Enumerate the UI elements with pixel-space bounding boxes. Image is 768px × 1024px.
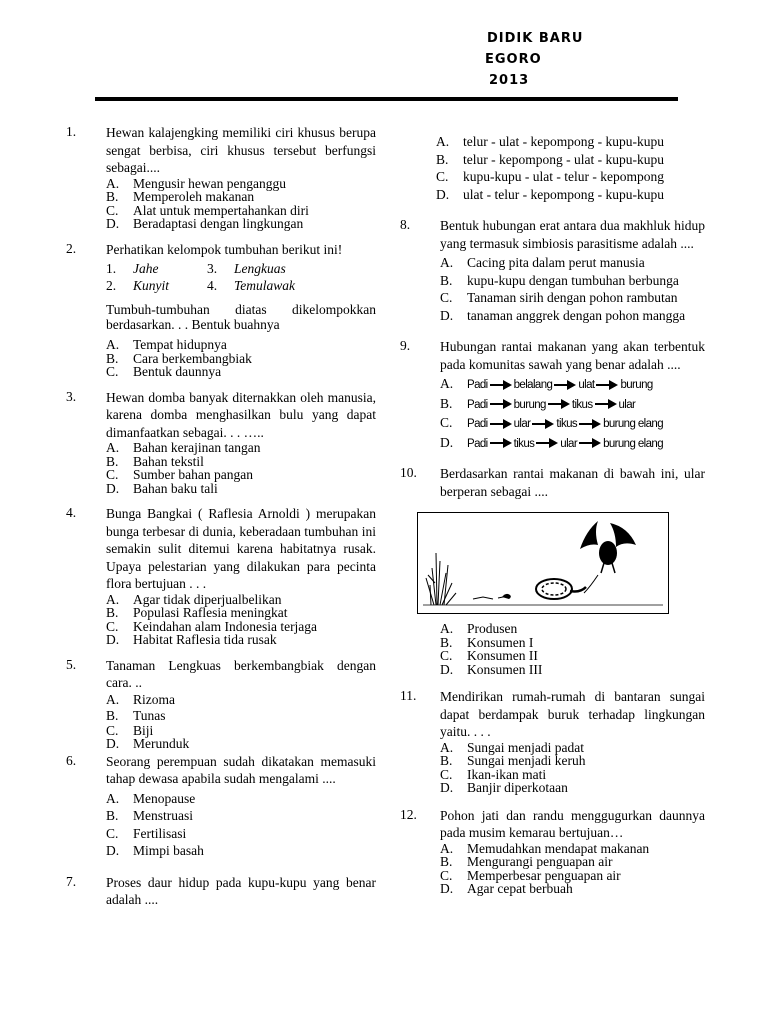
options	[440, 254, 705, 324]
question-4	[66, 505, 376, 647]
question-stem: Seorang perempuan sudah dikatakan memasuki tahap dewasa apabila sudah mengalami ....	[106, 753, 376, 786]
header-line-2: EGORO	[485, 52, 542, 67]
option-a[interactable]: A. Sungai menjadi padat	[440, 739, 584, 755]
question-stem: Proses daur hidup pada kupu-kupu yang benar adalah ....	[106, 874, 376, 907]
plant-list: 1. Jahe 3. Lengkuas 2. Kunyit 4. Temulawak	[106, 260, 376, 294]
right-arrow-icon	[490, 419, 512, 429]
question-11	[400, 688, 705, 795]
food-chain-figure	[417, 512, 669, 614]
option-d[interactable]: D. Banjir diperkotaan	[440, 780, 568, 795]
question-6	[66, 753, 376, 860]
question-5	[66, 657, 376, 751]
question-stem: Perhatikan kelompok tumbuhan berikut ini!	[106, 241, 343, 257]
plant-name: Kunyit	[133, 278, 169, 293]
options	[440, 741, 705, 795]
option-b[interactable]: B. Sungai menjadi keruh	[440, 753, 586, 768]
option-d[interactable]: D. tanaman anggrek dengan pohon mangga	[440, 307, 686, 323]
question-stem: Bentuk hubungan erat antara dua makhluk hidup yang termasuk simbiosis parasitisme adalah ....	[440, 218, 705, 251]
option-c[interactable]: C. Memperbesar penguapan air	[440, 867, 621, 883]
question-number: 5.	[66, 656, 77, 672]
question-7-options	[400, 133, 705, 203]
right-arrow-icon	[579, 438, 601, 448]
option-d[interactable]: D. Agar cepat berbuah	[440, 881, 573, 896]
question-3	[66, 389, 376, 496]
option-a[interactable]: A. Agar tidak diperjualbelikan	[106, 591, 282, 607]
option-d[interactable]: D. ulat - telur - kepompong - kupu-kupu	[436, 186, 664, 202]
option-c[interactable]: C. Biji	[106, 722, 154, 738]
question-number: 8.	[400, 217, 411, 232]
options	[106, 177, 376, 231]
option-b[interactable]: B. Mengurangi penguapan air	[440, 854, 613, 869]
option-c[interactable]: C. Keindahan alam Indonesia terjaga	[106, 618, 318, 634]
option-c[interactable]: C. Padi ular tikus burung elang	[440, 415, 664, 430]
grass-icon	[426, 553, 456, 605]
option-b[interactable]: B. Memperoleh makanan	[106, 189, 255, 204]
question-12	[400, 807, 705, 896]
option-b[interactable]: B. Tunas	[106, 707, 166, 723]
question-10	[400, 465, 705, 676]
options	[106, 593, 376, 647]
question-number: 9.	[400, 338, 411, 353]
option-c[interactable]: C. Konsumen II	[440, 648, 538, 663]
plant-name: Jahe	[133, 261, 159, 276]
food-chain: Padi burung tikus ular	[467, 398, 636, 411]
options	[106, 338, 376, 379]
right-arrow-icon	[536, 438, 558, 448]
question-number: 10.	[400, 465, 417, 480]
question-stem: Berdasarkan rantai makanan di bawah ini, ular berperan sebagai ....	[440, 466, 705, 499]
option-d[interactable]: D. Merunduk	[106, 736, 190, 751]
question-stem-2: Tumbuh-tumbuhan diatas dikelompokkan berdasarkan. . . Bentuk buahnya	[106, 302, 376, 332]
option-b[interactable]: B. Konsumen I	[440, 634, 534, 650]
option-b[interactable]: B. kupu-kupu dengan tumbuhan berbunga	[440, 272, 679, 288]
question-stem: Mendirikan rumah-rumah di bantaran sungai dapat berdampak buruk terhadap lingkungan yaitu. . . .	[440, 689, 705, 739]
option-d[interactable]: D. Konsumen III	[440, 661, 543, 677]
rat-icon	[473, 594, 511, 599]
option-b[interactable]: B. telur - kepompong - ulat - kupu-kupu	[436, 151, 664, 167]
option-a[interactable]: A. Rizoma	[106, 691, 175, 707]
food-chain: Padi tikus ular burung elang	[467, 437, 664, 450]
question-number: 2.	[66, 240, 77, 256]
question-stem: Pohon jati dan randu menggugurkan daunnya pada musim kemarau bertujuan…	[440, 807, 705, 840]
question-stem: Hewan kalajengking memiliki ciri khusus berupa sengat berbisa, ciri khusus tersebut berfungsi sebagai....	[106, 125, 376, 175]
option-a[interactable]: A. Produsen	[440, 621, 518, 636]
grass-rat-snake-eagle-illustration	[418, 513, 667, 612]
header-rule	[95, 97, 678, 101]
options	[436, 133, 705, 203]
question-number: 1.	[66, 124, 77, 139]
food-chain: Padi belalang ulat burung	[467, 379, 653, 391]
option-b[interactable]: B. Menstruasi	[106, 808, 193, 823]
option-a[interactable]: A. telur - ulat - kepompong - kupu-kupu	[436, 134, 664, 149]
header	[487, 28, 583, 91]
question-number: 7.	[66, 873, 77, 889]
option-c[interactable]: C. Sumber bahan pangan	[106, 467, 253, 482]
option-c[interactable]: C. Alat untuk mempertahankan diri	[106, 202, 309, 218]
option-c[interactable]: C. Bentuk daunnya	[106, 364, 222, 379]
question-stem: Hewan domba banyak diternakkan oleh manusia, karena domba menghasilkan bulu yang dapat dimanfaatkan sebagai. . . …..	[106, 389, 376, 440]
option-a[interactable]: A. Menopause	[106, 790, 196, 806]
plant-name: Temulawak	[234, 278, 296, 293]
right-arrow-icon	[490, 438, 512, 448]
plant-name: Lengkuas	[234, 261, 286, 276]
option-a[interactable]: A. Tempat hidupnya	[106, 337, 227, 352]
question-stem: Hubungan rantai makanan yang akan terbentuk pada komunitas sawah yang benar adalah ....	[440, 339, 705, 372]
option-d[interactable]: D. Mimpi basah	[106, 843, 204, 858]
question-1	[66, 124, 376, 231]
question-stem: Tanaman Lengkuas berkembangbiak dengan cara. ..	[106, 657, 376, 690]
eagle-icon	[580, 521, 636, 593]
right-arrow-icon	[490, 380, 512, 390]
question-number: 4.	[66, 505, 77, 520]
option-a[interactable]: A. Bahan kerajinan tangan	[106, 440, 261, 455]
right-arrow-icon	[579, 419, 601, 429]
right-column	[400, 133, 705, 896]
option-d[interactable]: D. Padi tikus ular burung elang	[440, 434, 664, 450]
option-b[interactable]: B. Bahan tekstil	[106, 453, 204, 469]
right-arrow-icon	[548, 399, 570, 409]
right-arrow-icon	[596, 380, 618, 390]
option-d[interactable]: D. Habitat Raflesia tida rusak	[106, 632, 277, 647]
question-number: 6.	[66, 752, 77, 768]
options	[106, 790, 376, 860]
question-number: 3.	[66, 388, 77, 404]
options	[106, 692, 376, 751]
option-b[interactable]: B. Padi burung tikus ular	[440, 395, 636, 411]
question-9	[400, 338, 705, 453]
left-column	[66, 124, 376, 909]
options	[440, 375, 705, 453]
snake-icon	[536, 579, 586, 599]
question-8	[400, 217, 705, 324]
options	[106, 441, 376, 495]
options	[440, 842, 705, 896]
right-arrow-icon	[595, 399, 617, 409]
question-2	[66, 241, 376, 379]
right-arrow-icon	[490, 399, 512, 409]
question-number: 12.	[400, 806, 417, 822]
option-b[interactable]: B. Cara berkembangbiak	[106, 350, 252, 366]
question-number: 11.	[400, 688, 417, 703]
question-7	[66, 874, 376, 909]
option-a[interactable]: A. Padi belalang ulat burung	[440, 376, 653, 391]
food-chain: Padi ular tikus burung elang	[467, 418, 664, 430]
option-c[interactable]: C. Tanaman sirih dengan pohon rambutan	[440, 290, 678, 305]
option-c[interactable]: C. Fertilisasi	[106, 825, 187, 841]
options	[440, 622, 705, 676]
right-arrow-icon	[532, 419, 554, 429]
option-d[interactable]: D. Beradaptasi dengan lingkungan	[106, 216, 304, 231]
header-line-3: 2013	[489, 73, 530, 88]
option-a[interactable]: A. Memudahkan mendapat makanan	[440, 840, 650, 856]
option-a[interactable]: A. Cacing pita dalam perut manusia	[440, 255, 645, 270]
question-stem: Bunga Bangkai ( Raflesia Arnoldi ) merupakan bunga terbesar di dunia, keberadaan tumbuhan ini semakin sulit ditemui karena habitatnya rusak. Upaya pelestarian yang dilakukan para pecinta flora bertujuan . . .	[106, 506, 376, 591]
right-arrow-icon	[554, 380, 576, 390]
option-a[interactable]: A. Mengusir hewan penganggu	[106, 175, 286, 191]
option-c[interactable]: C. kupu-kupu - ulat - telur - kepompong	[436, 169, 664, 184]
option-c[interactable]: C. Ikan-ikan mati	[440, 766, 547, 782]
option-d[interactable]: D. Bahan baku tali	[106, 480, 218, 496]
header-line-1: DIDIK BARU	[487, 31, 584, 46]
option-b[interactable]: B. Populasi Raflesia meningkat	[106, 605, 288, 620]
